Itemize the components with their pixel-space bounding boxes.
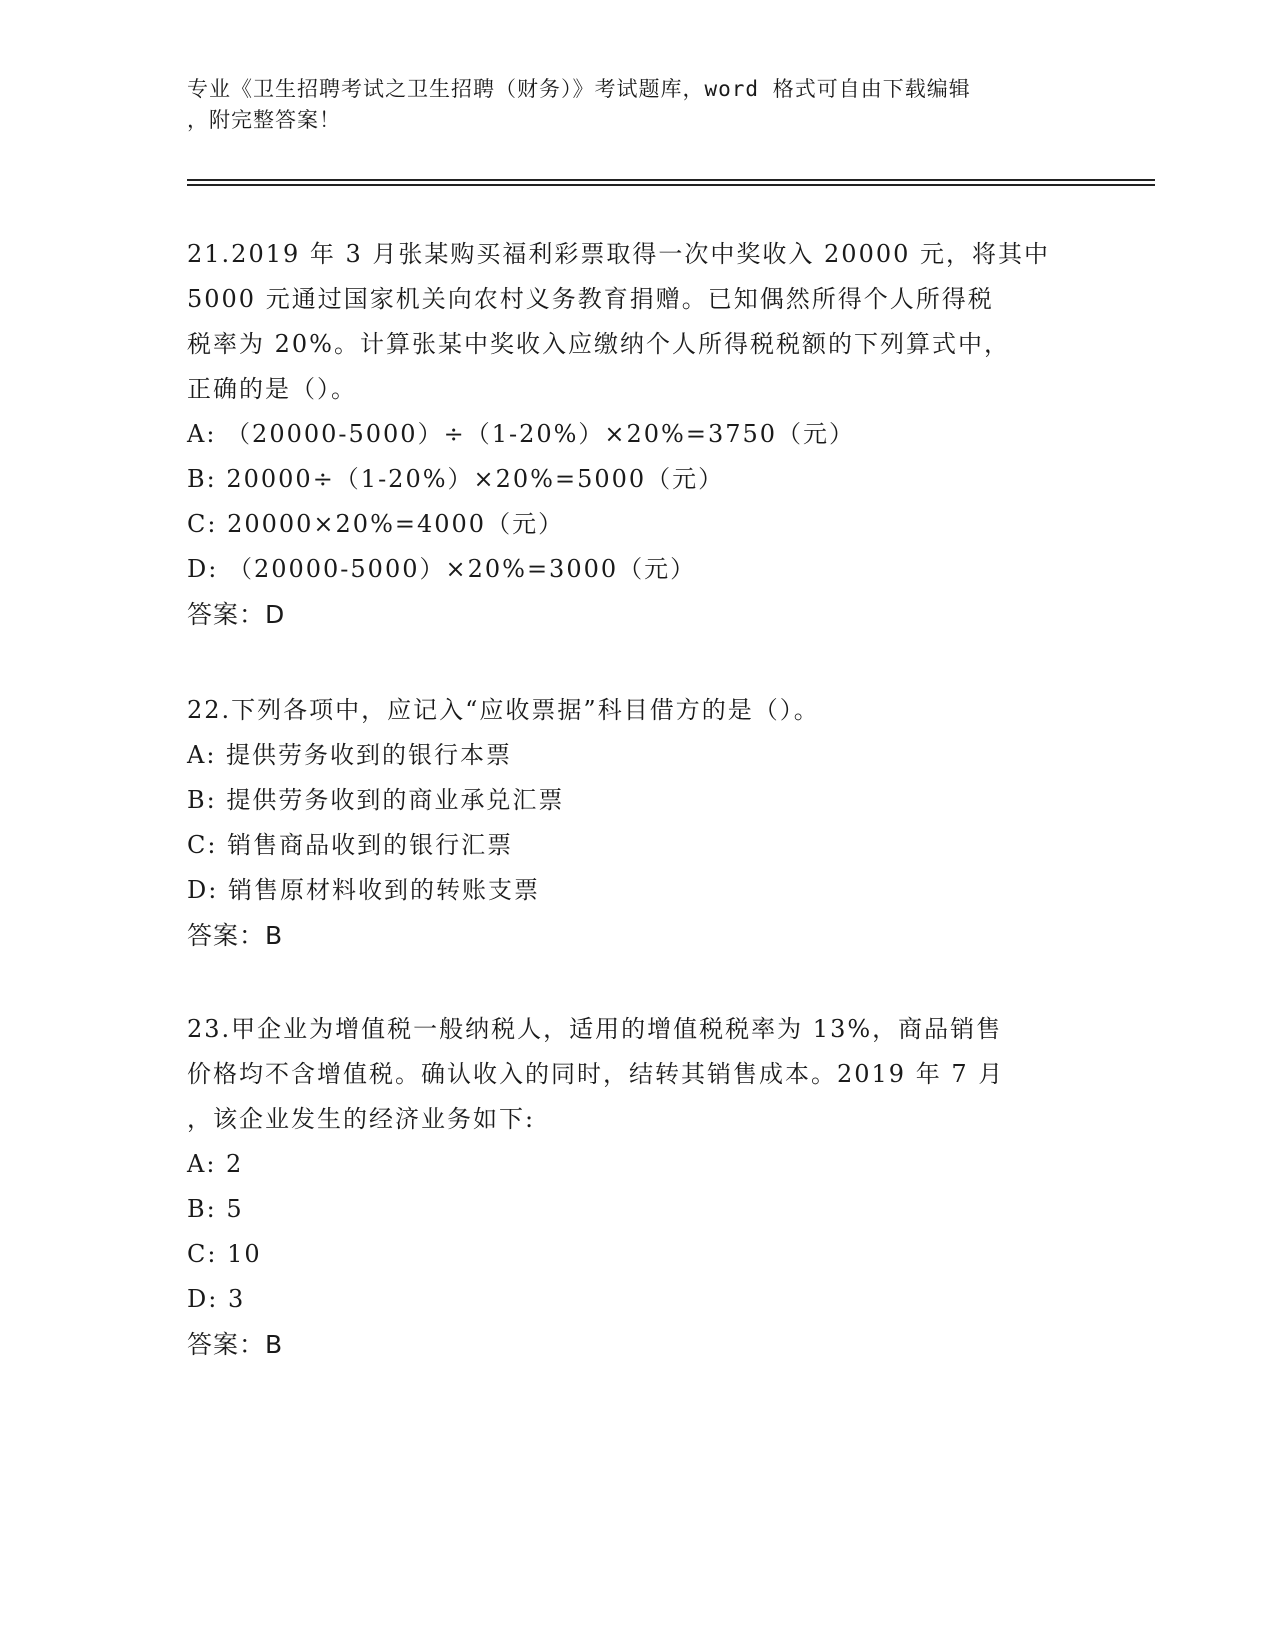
- question-stem-line: 23.甲企业为增值税一般纳税人，适用的增值税税率为 13%，商品销售: [187, 1015, 1003, 1043]
- question-22: [187, 688, 1087, 958]
- question-stem-line: 正确的是（）。: [187, 375, 357, 403]
- question-21: [187, 232, 1087, 637]
- option-c: C: 销售商品收到的银行汇票: [187, 831, 514, 859]
- question-23: [187, 1007, 1087, 1367]
- question-stem-line: 税率为 20%。计算张某中奖收入应缴纳个人所得税税额的下列算式中，: [187, 330, 1010, 358]
- header-divider-bottom: [187, 184, 1155, 186]
- question-stem-line: 价格均不含增值税。确认收入的同时，结转其销售成本。2019 年 7 月: [187, 1060, 1005, 1088]
- option-b: B: 5: [187, 1195, 244, 1223]
- option-a: A: 2: [187, 1150, 244, 1178]
- question-stem-line: 22.下列各项中，应记入“应收票据”科目借方的是（）。: [187, 696, 820, 724]
- question-stem-line: 21.2019 年 3 月张某购买福利彩票取得一次中奖收入 20000 元，将其中: [187, 240, 1051, 268]
- header-line-2: ，附完整答案！: [187, 108, 341, 132]
- option-b: B: 20000÷（1-20%）×20%=5000（元）: [187, 465, 725, 493]
- answer-label: 答案：D: [187, 600, 286, 629]
- question-stem-line: ，该企业发生的经济业务如下:: [187, 1105, 536, 1133]
- document-header: [187, 74, 1087, 136]
- option-d: D: 销售原材料收到的转账支票: [187, 876, 540, 904]
- question-stem-line: 5000 元通过国家机关向农村义务教育捐赠。已知偶然所得个人所得税: [187, 285, 994, 313]
- answer-label: 答案：B: [187, 1330, 284, 1359]
- header-divider-top: [187, 179, 1155, 181]
- option-d: D: （20000-5000）×20%=3000（元）: [187, 555, 697, 583]
- option-a: A: 提供劳务收到的银行本票: [187, 741, 513, 769]
- option-c: C: 20000×20%=4000（元）: [187, 510, 565, 538]
- option-b: B: 提供劳务收到的商业承兑汇票: [187, 786, 565, 814]
- option-d: D: 3: [187, 1285, 246, 1313]
- option-c: C: 10: [187, 1240, 262, 1268]
- option-a: A: （20000-5000）÷（1-20%）×20%=3750（元）: [187, 420, 856, 448]
- header-line-1: 专业《卫生招聘考试之卫生招聘（财务）》考试题库，word 格式可自由下载编辑: [187, 77, 971, 101]
- answer-label: 答案：B: [187, 921, 284, 950]
